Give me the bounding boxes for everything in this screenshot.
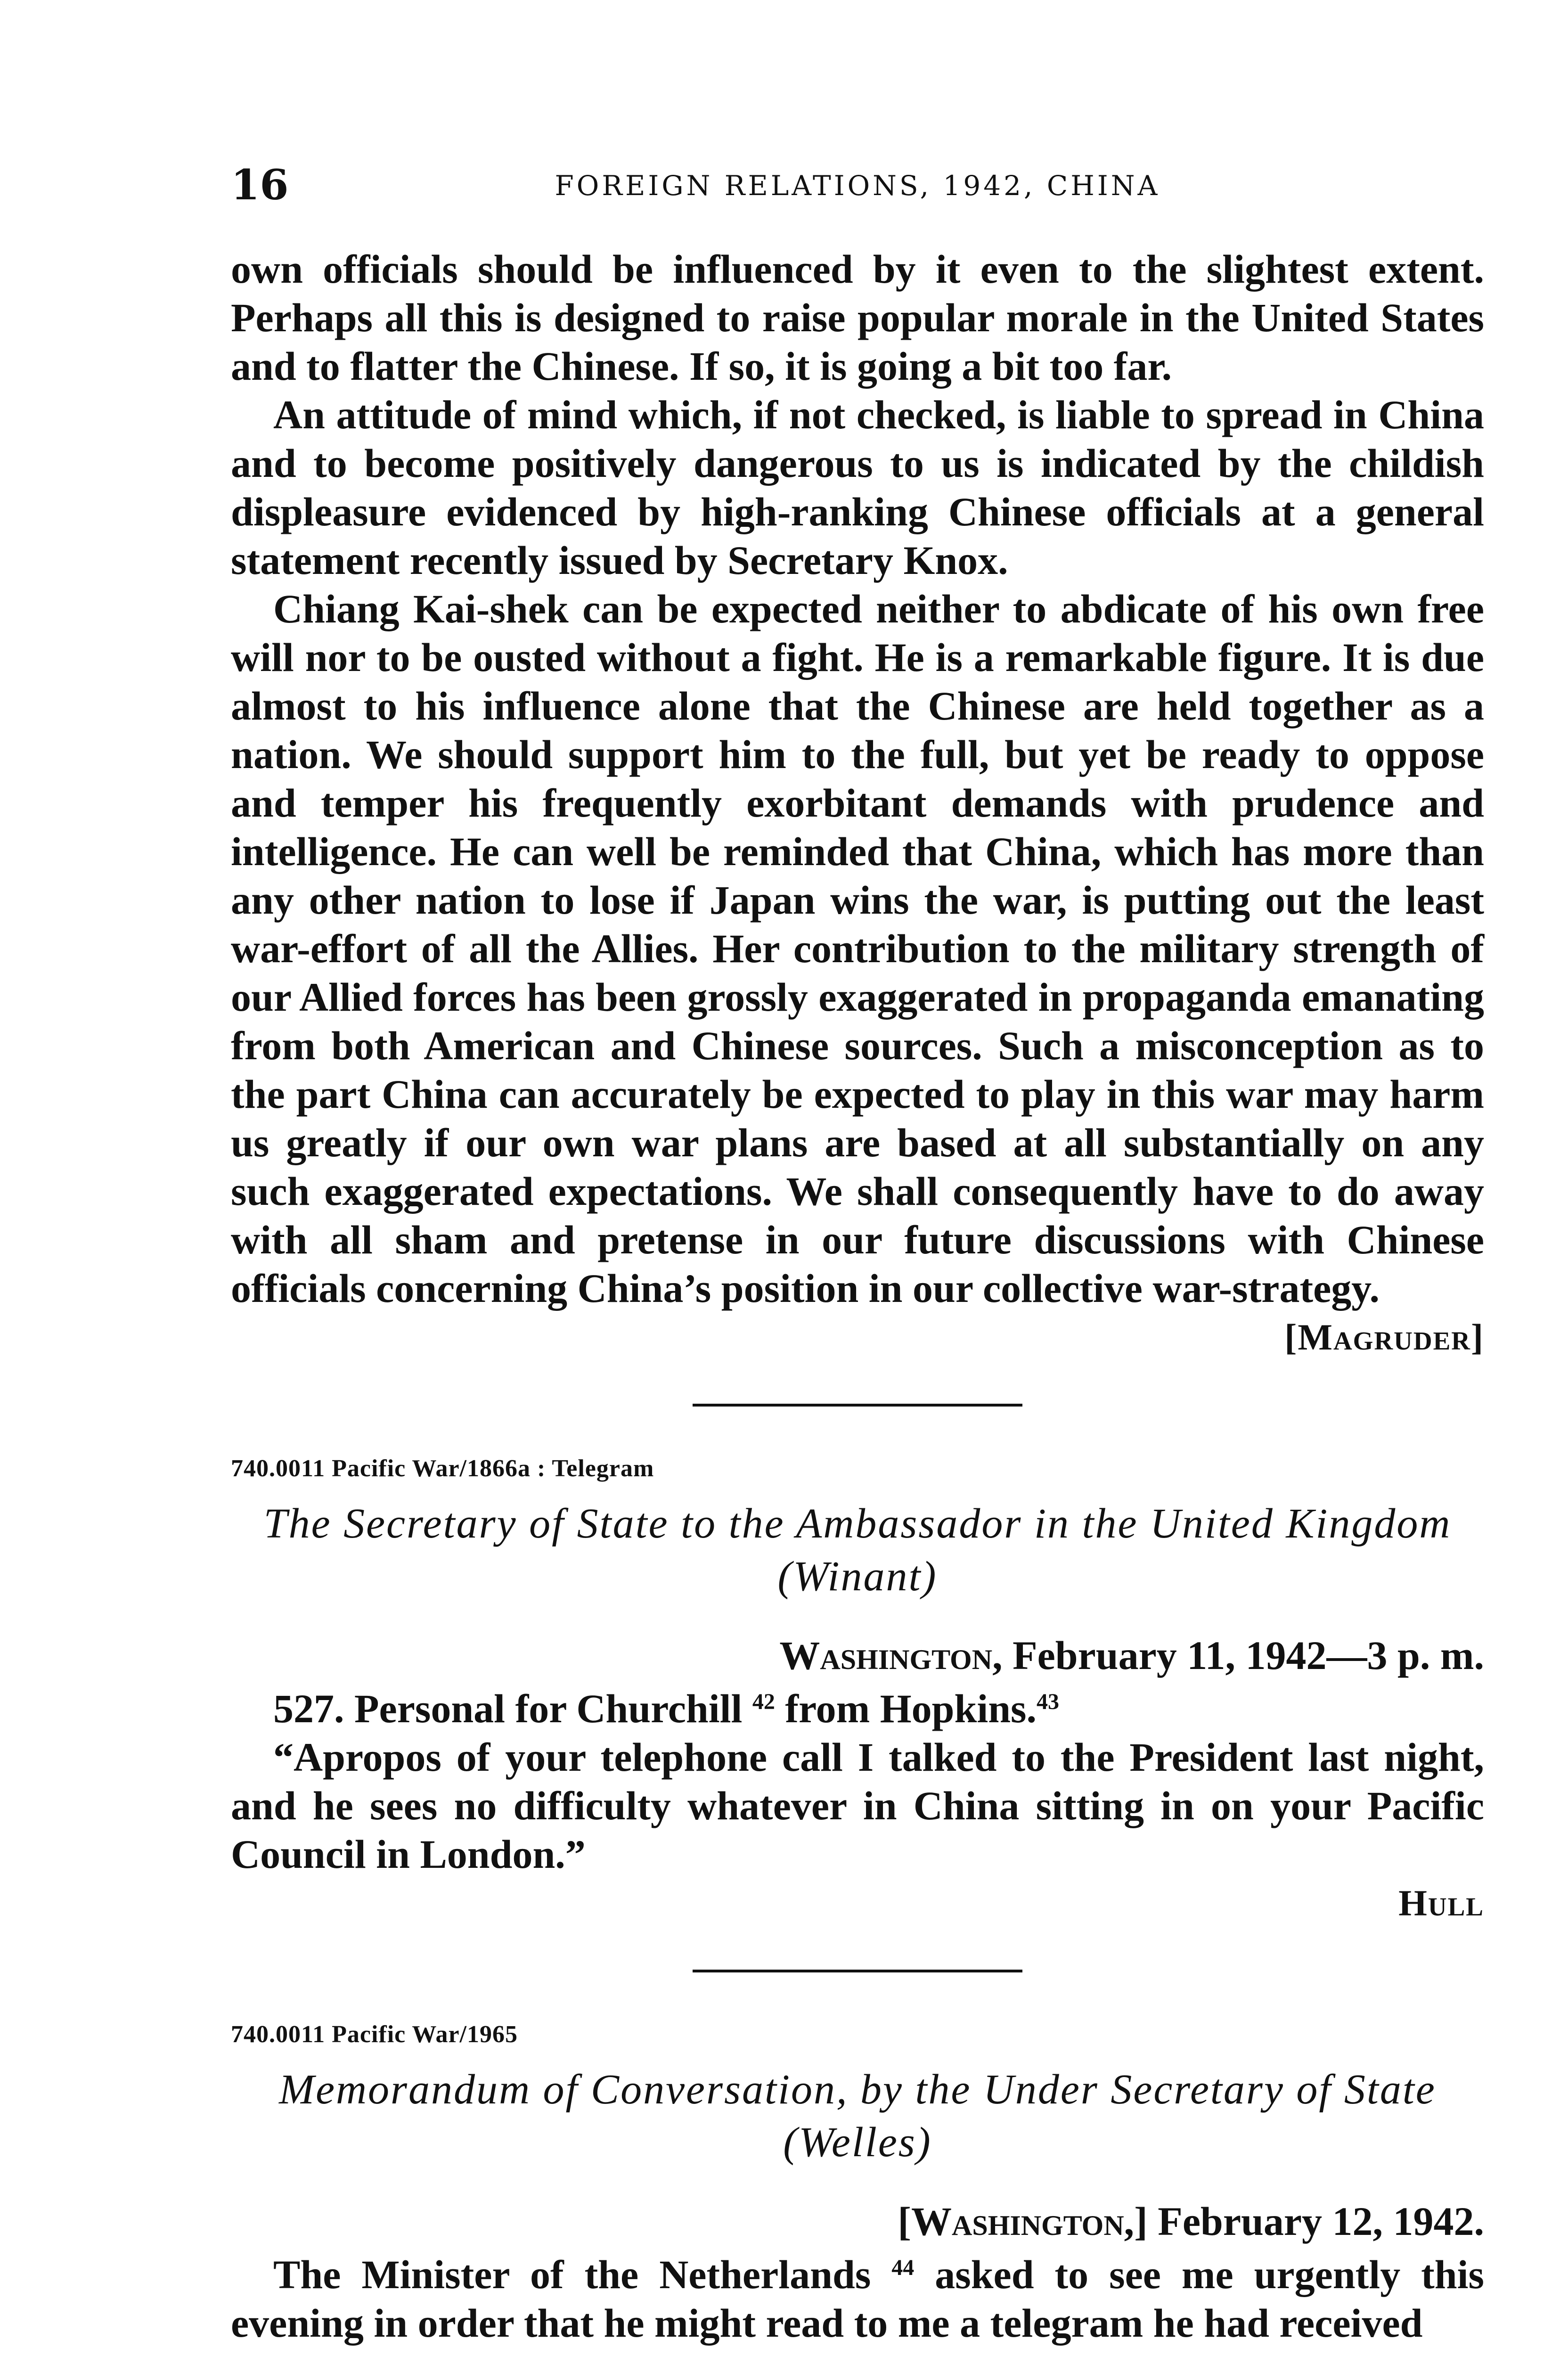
paragraph-text: 527. Personal for Churchill <box>273 1686 743 1731</box>
paragraph-text: The Minister of the Netherlands <box>273 2252 871 2297</box>
section-divider <box>693 1970 1022 1972</box>
paragraph: An attitude of mind which, if not checked, is liable to spread in China and to become positively dangerous to us is indicated by the childish displeasure evidenced by high-ranking Chinese officials at a general statement recently issued by Secretary Knox. <box>231 392 1484 583</box>
footnote-ref: 44 <box>891 2255 915 2280</box>
file-reference: 740.0011 Pacific War/1866a : Telegram <box>231 1455 654 1482</box>
footnote-ref: 43 <box>1037 1689 1060 1714</box>
paragraph: “Apropos of your telephone call I talked to the President last night, and he sees no difficulty whatever in China sitting in on your Pacific Council in London.” <box>231 1734 1484 1877</box>
body-text <box>231 245 1484 2348</box>
paragraph-text: asked to see me urgently this evening in order that he might read to me a telegram he had received <box>231 2252 1484 2346</box>
dateline-bracket: [ <box>898 2199 911 2244</box>
section-divider <box>693 1404 1022 1407</box>
paragraph-text: from Hopkins. <box>775 1686 1037 1731</box>
page-number: 16 <box>231 160 289 209</box>
dateline-place: Washington <box>911 2199 1124 2244</box>
paragraph: own officials should be influenced by it even to the slightest extent. Perhaps all this is designed to raise popular morale in the United States and to flatter the Chinese. If so, it is going a bit too far. <box>231 246 1484 389</box>
file-reference: 740.0011 Pacific War/1965 <box>231 2021 518 2048</box>
document-heading <box>231 2063 1484 2169</box>
dateline <box>231 2197 1484 2246</box>
dateline-date: ,] February 12, 1942. <box>1124 2199 1484 2244</box>
heading-line: (Welles) <box>783 2119 932 2166</box>
signature-magruder: [Magruder] <box>1284 1317 1484 1358</box>
heading-line: Memorandum of Conversation, by the Under Secretary of State <box>279 2066 1436 2113</box>
document-heading <box>231 1497 1484 1603</box>
signature-hull: Hull <box>1398 1882 1484 1923</box>
paragraph <box>231 2250 1484 2348</box>
dateline-place: Washington <box>779 1633 993 1678</box>
running-head: FOREIGN RELATIONS, 1942, CHINA <box>555 170 1160 202</box>
dateline <box>231 1631 1484 1680</box>
dateline-date: , February 11, 1942—3 p. m. <box>992 1633 1484 1678</box>
heading-line: The Secretary of State to the Ambassador in the United Kingdom <box>263 1500 1452 1547</box>
heading-line: (Winant) <box>777 1553 938 1600</box>
paragraph: Chiang Kai-shek can be expected neither to abdicate of his own free will nor to be ousted without a fight. He is a remarkable figure. It is due almost to his influence alone that the Chinese are held together as a nation. We should support him to the full, but yet be ready to oppose and temper his frequently exorbitant demands with prudence and intelligence. He can well be reminded that China, which has more than any other nation to lose if Japan wins the war, is putting out the least war-effort of all the Allies. Her contribution to the military strength of our Allied forces has been grossly exaggerated in propaganda emanating from both American and Chinese sources. Such a misconception as to the part China can accurately be expected to play in this war may harm us greatly if our own war plans are based at all substantially on any such exaggerated expectations. We shall consequently have to do away with all sham and pretense in our future discussions with Chinese officials concerning China’s position in our collective war-strategy. <box>231 586 1484 1311</box>
page-header <box>231 160 1484 212</box>
paragraph <box>231 1685 1484 1733</box>
footnote-ref: 42 <box>752 1689 775 1714</box>
